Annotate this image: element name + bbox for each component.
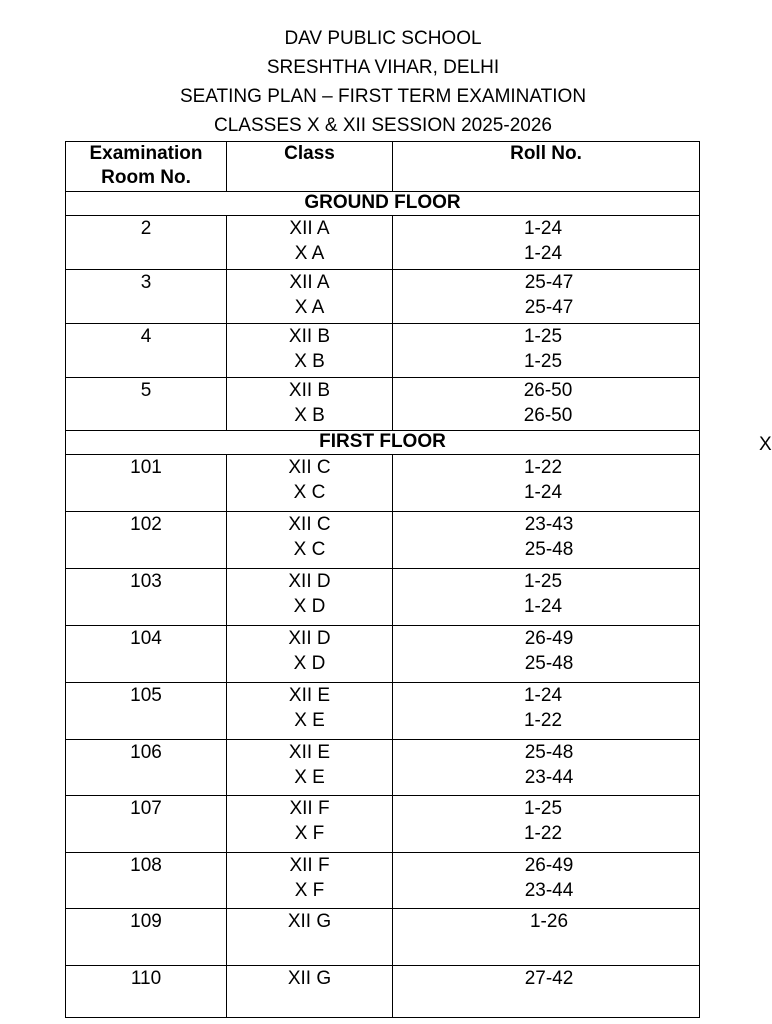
roll-range: 25-48 — [524, 539, 574, 560]
class-name: X E — [294, 767, 325, 788]
roll-range: 1-22 — [523, 457, 563, 478]
class-name: XII F — [289, 855, 330, 876]
roll-range: 26-50 — [523, 380, 573, 401]
table-row — [66, 324, 700, 378]
class-cell — [227, 796, 393, 853]
class-cell — [227, 512, 393, 569]
class-cell — [227, 569, 393, 626]
document-subtitle: CLASSES X & XII SESSION 2025-2026 — [214, 115, 552, 136]
room-cell — [66, 683, 227, 740]
class-name: XII G — [287, 968, 332, 989]
floor-row — [66, 192, 700, 216]
roll-cell — [393, 683, 700, 740]
room-number: 107 — [130, 798, 162, 819]
table-row — [66, 740, 700, 796]
document-header — [0, 24, 766, 140]
column-header-roll-label: Roll No. — [510, 143, 582, 164]
class-name: XII E — [288, 742, 331, 763]
school-address: SRESHTHA VIHAR, DELHI — [266, 57, 500, 78]
room-number: 102 — [130, 514, 162, 535]
roll-range: 25-47 — [524, 297, 574, 318]
roll-range: 1-25 — [523, 798, 563, 819]
table-row — [66, 966, 700, 1018]
class-name: X F — [294, 880, 325, 901]
roll-range: 1-22 — [523, 823, 563, 844]
roll-range: 23-44 — [524, 767, 574, 788]
column-header-room-line1: Examination — [89, 143, 203, 164]
roll-range: 25-48 — [524, 742, 574, 763]
class-name: X C — [293, 539, 326, 560]
room-cell — [66, 569, 227, 626]
table-row — [66, 683, 700, 740]
class-name: X B — [294, 351, 325, 372]
roll-range: 23-44 — [524, 880, 574, 901]
room-number: 103 — [130, 571, 162, 592]
class-name: XII E — [288, 685, 331, 706]
class-cell — [227, 455, 393, 512]
class-name: XII D — [288, 628, 331, 649]
floor-label: GROUND FLOOR — [66, 192, 700, 216]
roll-range: 1-25 — [523, 326, 563, 347]
room-cell — [66, 740, 227, 796]
roll-range: 26-49 — [524, 628, 574, 649]
roll-range: 25-48 — [524, 653, 574, 674]
class-name: XII B — [288, 326, 331, 347]
roll-cell — [393, 569, 700, 626]
roll-cell — [393, 216, 700, 270]
class-cell — [227, 378, 393, 431]
roll-cell — [393, 853, 700, 909]
table-row — [66, 853, 700, 909]
roll-range: 23-43 — [524, 514, 574, 535]
table-row — [66, 796, 700, 853]
class-cell — [227, 216, 393, 270]
class-name: X D — [293, 596, 326, 617]
room-number: 101 — [130, 457, 162, 478]
room-number: 4 — [140, 326, 152, 347]
roll-range: 1-24 — [523, 482, 563, 503]
room-cell — [66, 324, 227, 378]
document-title: SEATING PLAN – FIRST TERM EXAMINATION — [179, 86, 587, 107]
roll-cell — [393, 455, 700, 512]
roll-range: 1-22 — [523, 710, 563, 731]
room-number: 3 — [140, 272, 152, 293]
class-name: XII D — [288, 571, 331, 592]
table-row — [66, 626, 700, 683]
column-header-class-label: Class — [284, 143, 335, 164]
room-number: 105 — [130, 685, 162, 706]
table-header-row — [66, 142, 700, 192]
table-row — [66, 569, 700, 626]
table-row — [66, 378, 700, 431]
roll-range: 1-24 — [523, 685, 563, 706]
table-row — [66, 455, 700, 512]
room-number: 109 — [130, 911, 162, 932]
room-cell — [66, 455, 227, 512]
roll-cell — [393, 324, 700, 378]
table-row — [66, 909, 700, 966]
class-cell — [227, 966, 393, 1018]
class-name: XII C — [288, 457, 331, 478]
table-body — [66, 192, 700, 1018]
class-name: XII A — [289, 218, 330, 239]
roll-range: 26-49 — [524, 855, 574, 876]
room-cell — [66, 853, 227, 909]
roll-range: 25-47 — [524, 272, 574, 293]
column-header-class — [227, 142, 393, 192]
class-name: X A — [294, 243, 325, 264]
room-number: 5 — [140, 380, 152, 401]
stray-text: X — [759, 434, 772, 455]
roll-range: 27-42 — [524, 968, 574, 989]
roll-range: 1-26 — [529, 911, 569, 932]
seating-plan-table — [65, 141, 700, 1018]
roll-range: 1-25 — [523, 351, 563, 372]
roll-range: 1-24 — [523, 596, 563, 617]
column-header-room — [66, 142, 227, 192]
room-cell — [66, 626, 227, 683]
roll-range: 1-24 — [523, 218, 563, 239]
table-row — [66, 216, 700, 270]
roll-cell — [393, 966, 700, 1018]
school-name: DAV PUBLIC SCHOOL — [284, 28, 482, 49]
class-name: XII G — [287, 911, 332, 932]
column-header-room-line2: Room No. — [101, 167, 191, 188]
class-name: XII F — [289, 798, 330, 819]
roll-range: 1-24 — [523, 243, 563, 264]
room-cell — [66, 966, 227, 1018]
roll-cell — [393, 740, 700, 796]
room-cell — [66, 512, 227, 569]
roll-cell — [393, 909, 700, 966]
class-cell — [227, 683, 393, 740]
room-cell — [66, 216, 227, 270]
class-name: X F — [294, 823, 325, 844]
roll-cell — [393, 796, 700, 853]
class-name: X B — [294, 405, 325, 426]
table-row — [66, 512, 700, 569]
class-name: XII A — [289, 272, 330, 293]
room-number: 106 — [130, 742, 162, 763]
room-number: 108 — [130, 855, 162, 876]
roll-cell — [393, 378, 700, 431]
class-name: XII B — [288, 380, 331, 401]
class-name: X E — [294, 710, 325, 731]
room-number: 110 — [130, 968, 162, 989]
class-name: X C — [293, 482, 326, 503]
room-cell — [66, 909, 227, 966]
room-cell — [66, 796, 227, 853]
class-name: X A — [294, 297, 325, 318]
room-cell — [66, 270, 227, 324]
room-cell — [66, 378, 227, 431]
class-name: XII C — [288, 514, 331, 535]
room-number: 104 — [130, 628, 162, 649]
table-row — [66, 270, 700, 324]
roll-range: 1-25 — [523, 571, 563, 592]
floor-row — [66, 431, 700, 455]
roll-cell — [393, 270, 700, 324]
floor-label: FIRST FLOOR — [66, 431, 700, 455]
roll-cell — [393, 626, 700, 683]
class-cell — [227, 909, 393, 966]
class-cell — [227, 270, 393, 324]
room-number: 2 — [140, 218, 152, 239]
roll-cell — [393, 512, 700, 569]
roll-range: 26-50 — [523, 405, 573, 426]
column-header-roll — [393, 142, 700, 192]
class-cell — [227, 324, 393, 378]
class-cell — [227, 853, 393, 909]
class-cell — [227, 626, 393, 683]
class-cell — [227, 740, 393, 796]
class-name: X D — [293, 653, 326, 674]
